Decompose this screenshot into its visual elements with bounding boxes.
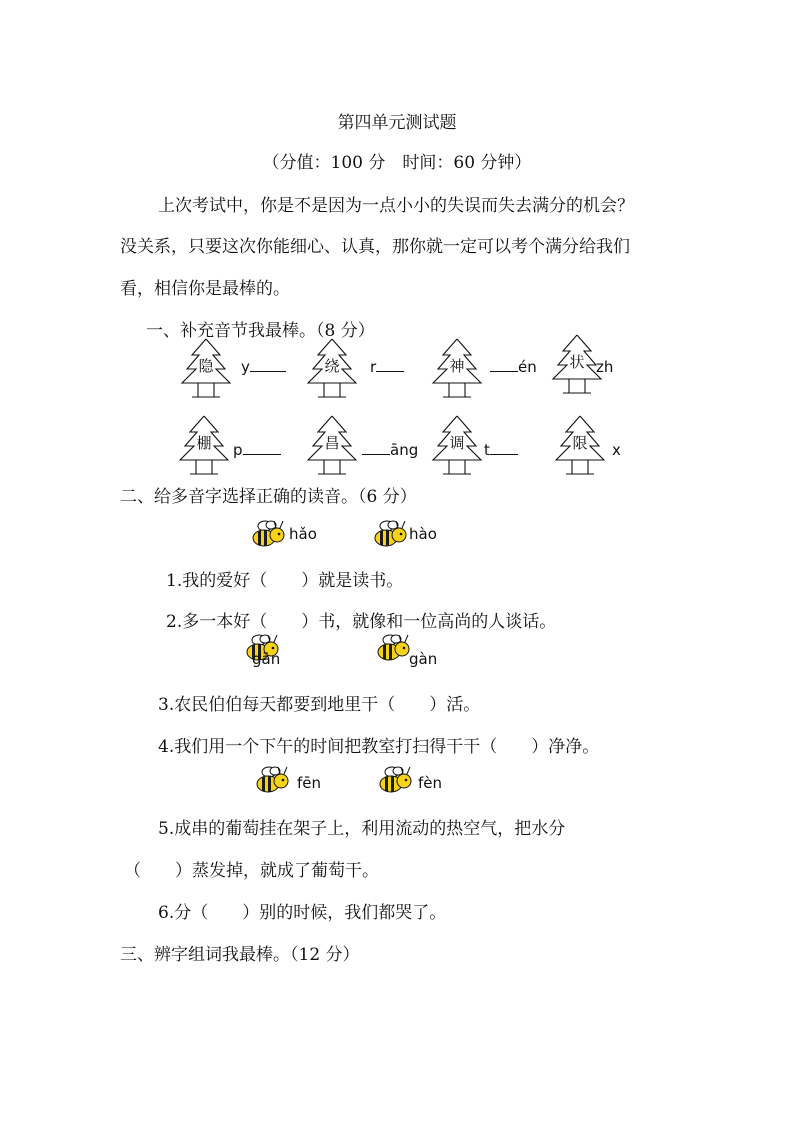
question-5-line-2: （ ）蒸发掉，就成了葡萄干。 [124, 861, 379, 881]
pinyin-blank[interactable]: y [241, 358, 286, 376]
section-1-title: 一、补充音节我最棒。（8 分） [146, 321, 375, 341]
pinyin-blank[interactable]: zh [596, 358, 614, 376]
pinyin-blank[interactable]: r [370, 358, 404, 376]
question-6: 6.分（ ）别的时候，我们都哭了。 [158, 903, 447, 923]
tree-char: 绕 [324, 357, 340, 375]
bee-icon [250, 516, 286, 550]
reading-option: hào [409, 525, 437, 543]
question-5-line-1: 5.成串的葡萄挂在架子上，利用流动的热空气，把水分 [158, 819, 566, 839]
tree-card [552, 414, 608, 478]
question-3: 3.农民伯伯每天都要到地里干（ ）活。 [158, 695, 481, 715]
question-4: 4.我们用一个下午的时间把教室打扫得干干（ ）净净。 [158, 737, 600, 757]
tree-char: 隐 [198, 357, 214, 375]
bee-icon [254, 762, 290, 796]
tree-char: 神 [449, 357, 465, 375]
tree-card [429, 414, 485, 478]
question-1: 1.我的爱好（ ）就是读书。 [166, 571, 404, 591]
pinyin-blank[interactable]: p [233, 441, 281, 459]
reading-option: gàn [409, 650, 438, 668]
intro-line-3: 看，相信你是最棒的。 [120, 279, 290, 299]
tree-card [304, 414, 360, 478]
tree-char: 限 [572, 434, 588, 452]
page-subtitle: （分值：100 分 时间：60 分钟） [262, 153, 532, 173]
tree-card [178, 337, 234, 401]
reading-option: hǎo [289, 525, 317, 543]
tree-char: 状 [569, 353, 585, 371]
question-2: 2.多一本好（ ）书，就像和一位高尚的人谈话。 [166, 612, 557, 632]
bee-icon [372, 516, 408, 550]
page-title: 第四单元测试题 [337, 113, 457, 133]
bee-icon [375, 630, 411, 664]
reading-option: fèn [418, 774, 443, 792]
pinyin-blank[interactable]: x [612, 441, 621, 459]
intro-line-2: 没关系，只要这次你能细心、认真，那你就一定可以考个满分给我们 [120, 237, 630, 257]
pinyin-blank[interactable]: én [490, 358, 537, 376]
pinyin-blank[interactable]: t [484, 441, 518, 459]
tree-card [429, 337, 485, 401]
pinyin-blank[interactable]: āng [362, 441, 418, 459]
reading-option: gān [252, 650, 281, 668]
bee-icon [377, 762, 413, 796]
reading-option: fēn [297, 774, 322, 792]
section-3-title: 三、辨字组词我最棒。（12 分） [120, 945, 360, 965]
tree-char: 昌 [324, 434, 340, 452]
tree-card [304, 337, 360, 401]
tree-char: 棚 [196, 434, 212, 452]
tree-card [176, 414, 232, 478]
tree-char: 调 [449, 434, 465, 452]
section-2-title: 二、给多音字选择正确的读音。（6 分） [120, 487, 417, 507]
intro-line-1: 上次考试中，你是不是因为一点小小的失误而失去满分的机会？ [158, 196, 634, 216]
